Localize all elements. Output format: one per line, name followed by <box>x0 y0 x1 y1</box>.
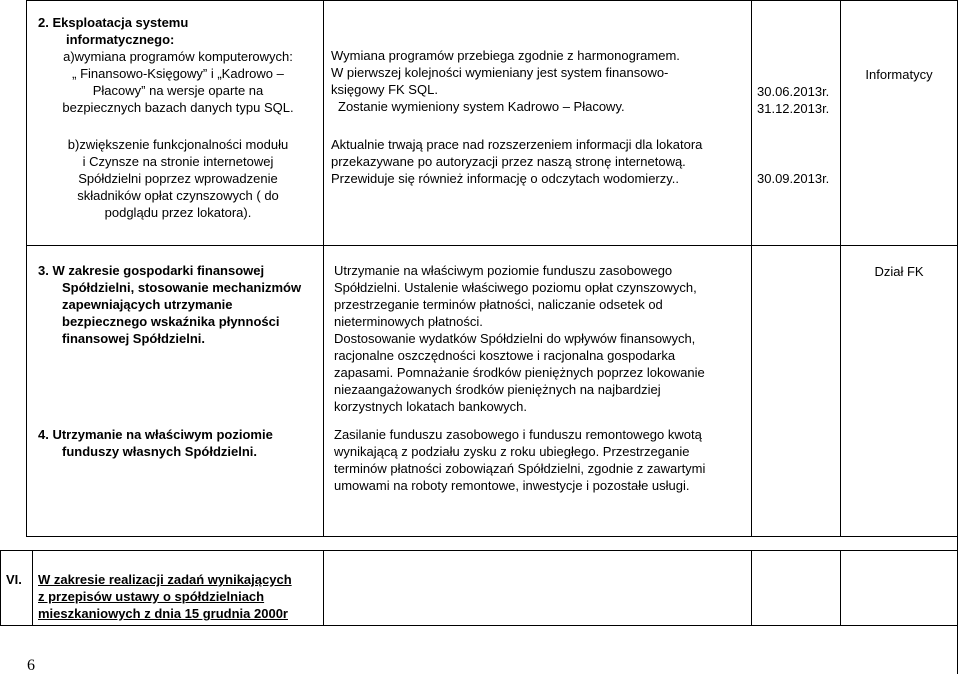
r3-desc-5: Dostosowanie wydatków Spółdzielni do wpływów finansowych, <box>334 331 696 346</box>
r3-title-1: 3. W zakresie gospodarki finansowej <box>38 263 265 278</box>
row-line-1 <box>26 245 958 246</box>
r2b-title-2: i Czynsze na stronie internetowej <box>82 154 274 169</box>
r4-title-2: funduszy własnych Spółdzielni. <box>62 444 258 459</box>
vi-title-2: z przepisów ustawy o spółdzielniach <box>38 589 265 604</box>
r2b-desc-1: Aktualnie trwają prace nad rozszerzeniem informacji dla lokatora <box>331 137 703 152</box>
vi-line-bottom <box>0 625 958 626</box>
vi-line-left <box>0 550 1 625</box>
r4-title-1: 4. Utrzymanie na właściwym poziomie <box>38 427 273 442</box>
r3-desc-9: korzystnych lokatach bankowych. <box>334 399 527 414</box>
vi-line-col3 <box>751 550 752 625</box>
r2b-desc-3: Przewiduje się również informację o odczytach wodomierzy.. <box>331 171 680 186</box>
r3-desc-1: Utrzymanie na właściwym poziomie funduszu zasobowego <box>334 263 673 278</box>
r4-desc-4: umowami na roboty remontowe, inwestycje i pozostałe usługi. <box>334 478 690 493</box>
r3-responsible: Dział FK <box>874 264 924 279</box>
r3-desc-4: nieterminowych płatności. <box>334 314 483 329</box>
vi-line-col2 <box>323 550 324 625</box>
r3-desc-8: niezaangażowanych środków pieniężnych na najbardziej <box>334 382 661 397</box>
r2b-desc-2: przekazywane po autoryzacji przez naszą stronę internetową. <box>331 154 686 169</box>
r3-title-5: finansowej Spółdzielni. <box>62 331 206 346</box>
r3-title-4: bezpiecznego wskaźnika płynności <box>62 314 280 329</box>
r2-responsible: Informatycy <box>865 67 933 82</box>
r2-title-5: Płacowy” na wersje oparte na <box>92 83 264 98</box>
table-border-top <box>26 0 958 1</box>
r2-desc-3: księgowy FK SQL. <box>331 82 438 97</box>
vi-line-top <box>0 550 958 551</box>
r2b-title-4: składników opłat czynszowych ( do <box>77 188 279 203</box>
col-line-left <box>26 0 27 536</box>
r3-desc-6: racjonalne oszczędności kosztowe i racjonalna gospodarka <box>334 348 676 363</box>
r2b-date: 30.09.2013r. <box>757 171 830 186</box>
r2-date-2: 31.12.2013r. <box>757 101 830 116</box>
r2b-title-5: podglądu przez lokatora). <box>104 205 252 220</box>
r3-title-2: Spółdzielni, stosowanie mechanizmów <box>62 280 302 295</box>
r2-title-6: bezpiecznych bazach danych typu SQL. <box>62 100 294 115</box>
r2-title-2: informatycznego: <box>66 32 175 47</box>
r4-desc-2: wynikającą z podziału zysku z roku ubiegłego. Przestrzeganie <box>334 444 690 459</box>
col-line-1 <box>323 0 324 536</box>
col-line-2 <box>751 0 752 536</box>
r4-desc-3: terminów płatności zobowiązań Spółdzielni, zgodnie z zawartymi <box>334 461 706 476</box>
r3-desc-2: Spółdzielni. Ustalenie właściwego poziomu opłat czynszowych, <box>334 280 697 295</box>
page-number: 6 <box>27 657 35 674</box>
r3-title-3: zapewniających utrzymanie <box>62 297 233 312</box>
col-line-right <box>957 0 958 674</box>
r2-desc-1: Wymiana programów przebiega zgodnie z harmonogramem. <box>331 48 680 63</box>
r2b-title-3: Spółdzielni poprzez wprowadzenie <box>78 171 278 186</box>
r2-desc-2: W pierwszej kolejności wymieniany jest system finansowo- <box>331 65 669 80</box>
r3-desc-7: zapasami. Pomnażanie środków pieniężnych poprzez lokowanie <box>334 365 705 380</box>
r2-date-1: 30.06.2013r. <box>757 84 830 99</box>
vi-title-3: mieszkaniowych z dnia 15 grudnia 2000r <box>38 606 288 621</box>
vi-title-1: W zakresie realizacji zadań wynikających <box>38 572 292 587</box>
row-line-bottom <box>26 536 958 537</box>
r4-desc-1: Zasilanie funduszu zasobowego i funduszu remontowego kwotą <box>334 427 702 442</box>
r2-desc-4: Zostanie wymieniony system Kadrowo – Płacowy. <box>338 99 625 114</box>
r3-desc-3: przestrzeganie terminów płatności, naliczanie odsetek od <box>334 297 663 312</box>
vi-number: VI. <box>6 572 22 587</box>
r2-title-4: „ Finansowo-Księgowy” i „Kadrowo – <box>72 66 284 81</box>
vi-line-col4 <box>840 550 841 625</box>
r2b-title-1: b)zwiększenie funkcjonalności modułu <box>67 137 289 152</box>
r2-title-1: 2. Eksploatacja systemu <box>38 15 189 30</box>
r2-title-3: a)wymiana programów komputerowych: <box>63 49 293 64</box>
vi-line-col <box>32 550 33 625</box>
